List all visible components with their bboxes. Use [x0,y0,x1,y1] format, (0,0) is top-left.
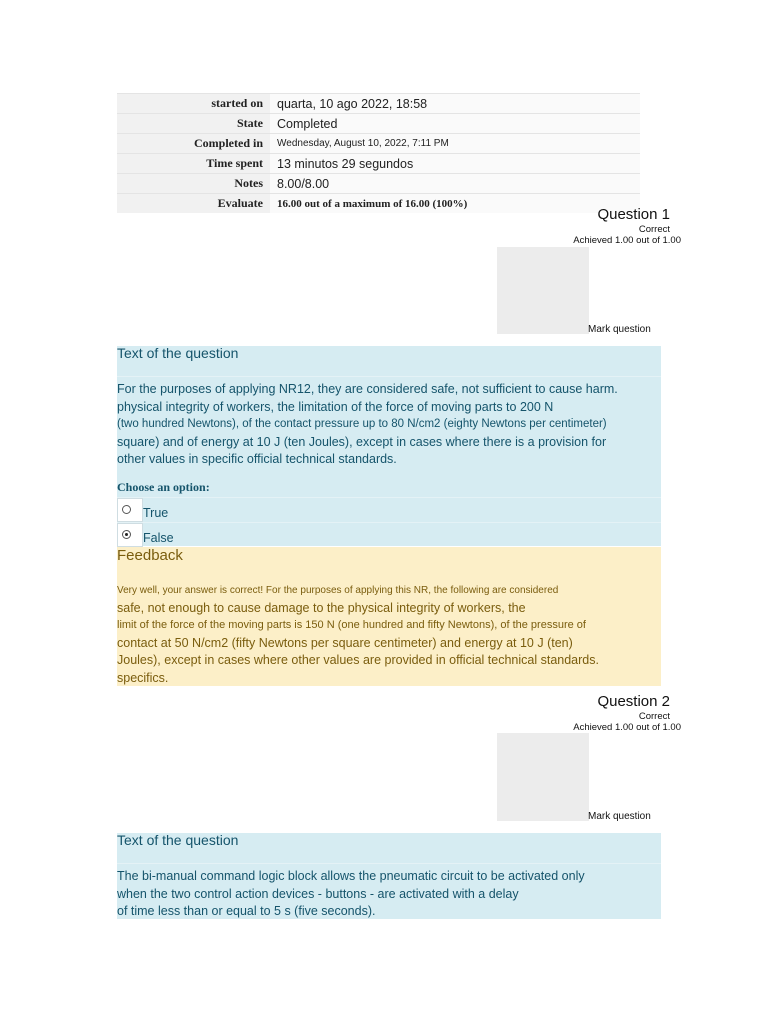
question-1-info [573,206,681,246]
summary-row-evaluate [117,194,640,214]
feedback-heading: Feedback [117,547,183,564]
feedback-line: Joules), except in cases where other values are provided in official technical standards. [117,653,599,667]
feedback-panel [117,547,661,686]
answer-option-true[interactable] [117,497,661,522]
summary-row-time-spent [117,154,640,174]
radio-button[interactable] [117,523,143,547]
question-1-content [117,346,661,546]
question-text-line: when the two control action devices - buttons - are activated with a delay [117,886,519,901]
question-text-line: The bi-manual command logic block allows the pneumatic circuit to be activated only [117,869,585,883]
flag-question-image[interactable] [497,733,589,821]
feedback-line: safe, not enough to cause damage to the physical integrity of workers, the [117,600,526,615]
question-text-line: physical integrity of workers, the limitation of the force of moving parts to 200 N [117,399,554,414]
flag-question-link[interactable]: Mark question [588,811,651,822]
summary-value: Completed [270,114,640,134]
option-label: True [143,505,169,520]
option-label: False [143,530,174,545]
question-state: Correct [638,711,670,722]
question-grade: Achieved 1.00 out of 1.00 [573,722,681,733]
feedback-line: Very well, your answer is correct! For the purposes of applying this NR, the following are considered [117,585,559,596]
question-2-content [117,833,661,919]
question-number: Question 2 [597,693,670,710]
question-grade: Achieved 1.00 out of 1.00 [573,235,681,246]
question-text-line: square) and of energy at 10 J (ten Joules), except in cases where there is a provision for [117,434,607,449]
summary-label: Completed in [117,134,270,154]
summary-label: State [117,114,270,134]
question-text-line: of time less than or equal to 5 s (five seconds). [117,904,376,918]
summary-row-notes [117,174,640,194]
flag-question-link[interactable]: Mark question [588,324,651,335]
flag-question-image[interactable] [497,247,589,334]
question-text-heading: Text of the question [117,346,661,377]
summary-value: 8.00/8.00 [270,174,640,194]
feedback-line: contact at 50 N/cm2 (fifty Newtons per square centimeter) and energy at 10 J (ten) [117,635,573,650]
radio-button[interactable] [117,498,143,522]
summary-value: quarta, 10 ago 2022, 18:58 [270,94,640,114]
summary-row-started [117,94,640,114]
radio-unselected-icon [122,505,131,514]
summary-row-state [117,114,640,134]
summary-value: Wednesday, August 10, 2022, 7:11 PM [270,134,640,154]
summary-label: started on [117,94,270,114]
answer-option-false[interactable] [117,522,661,547]
question-text-line: (two hundred Newtons), of the contact pressure up to 80 N/cm2 (eighty Newtons per centimeter) [117,418,607,430]
summary-label: Time spent [117,154,270,174]
question-text-line: other values in specific official technical standards. [117,452,397,466]
question-text-heading: Text of the question [117,833,661,864]
attempt-summary-table [117,93,640,213]
summary-label: Evaluate [117,194,270,214]
summary-row-completed [117,134,640,154]
answer-prompt: Choose an option: [117,479,210,494]
question-text-line: For the purposes of applying NR12, they are considered safe, not sufficient to cause harm. [117,382,618,396]
question-state: Correct [638,224,670,235]
radio-selected-icon [122,530,131,539]
question-number: Question 1 [597,206,670,223]
summary-value: 13 minutos 29 segundos [270,154,640,174]
feedback-line: limit of the force of the moving parts is 150 N (one hundred and fifty Newtons), of the pressure of [117,619,586,631]
feedback-line: specifics. [117,670,169,685]
summary-value: 16.00 out of a maximum of 16.00 (100%) [270,194,640,214]
summary-label: Notes [117,174,270,194]
question-2-info [573,693,681,733]
